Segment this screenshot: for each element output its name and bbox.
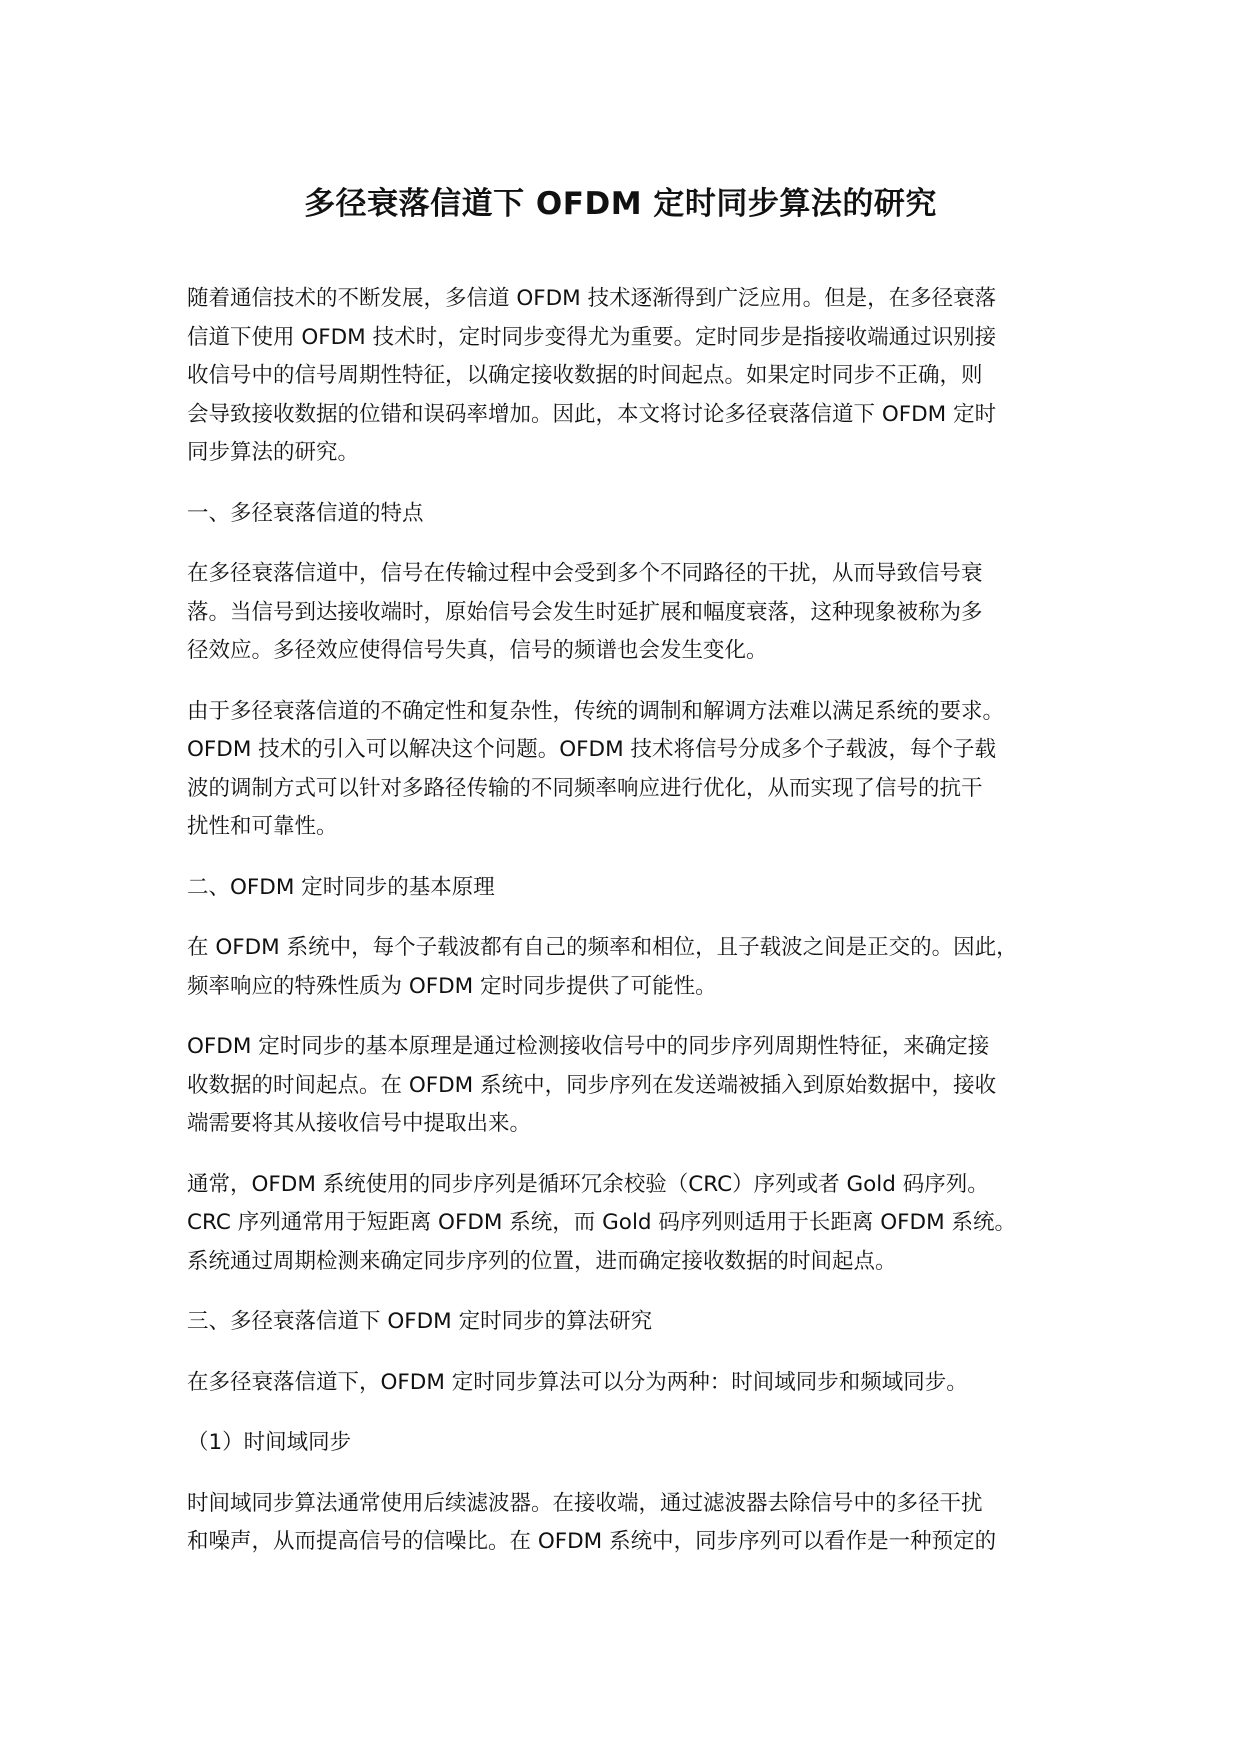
text-line: 波的调制方式可以针对多路径传输的不同频率响应进行优化，从而实现了信号的抗干 bbox=[187, 775, 983, 801]
text-line: 在多径衰落信道下，OFDM 定时同步算法可以分为两种：时间域同步和频域同步。 bbox=[187, 1369, 968, 1395]
paragraph-time-domain bbox=[187, 1485, 1067, 1562]
paragraph-principle-3 bbox=[187, 1166, 1067, 1282]
text-line: 同步算法的研究。 bbox=[187, 440, 360, 465]
section-heading-2: 二、OFDM 定时同步的基本原理 bbox=[187, 874, 495, 900]
text-line: 系统通过周期检测来确定同步序列的位置，进而确定接收数据的时间起点。 bbox=[187, 1248, 897, 1274]
text-line: 扰性和可靠性。 bbox=[187, 814, 338, 839]
text-line: OFDM 定时同步的基本原理是通过检测接收信号中的同步序列周期性特征，来确定接 bbox=[187, 1034, 990, 1059]
text-line: 随着通信技术的不断发展，多信道 OFDM 技术逐渐得到广泛应用。但是，在多径衰落 bbox=[187, 286, 997, 311]
paragraph-principle-2 bbox=[187, 1028, 1067, 1144]
paragraph-principle-1 bbox=[187, 929, 1067, 1006]
paragraph-algorithm-intro bbox=[187, 1364, 1067, 1403]
paragraph-multipath-1 bbox=[187, 555, 1067, 671]
text-line: 频率响应的特殊性质为 OFDM 定时同步提供了可能性。 bbox=[187, 973, 717, 999]
text-line: CRC 序列通常用于短距离 OFDM 系统，而 Gold 码序列则适用于长距离 OFDM 系统。 bbox=[187, 1210, 1016, 1235]
text-line: 收信号中的信号周期性特征，以确定接收数据的时间起点。如果定时同步不正确，则 bbox=[187, 363, 983, 388]
document-title: 多径衰落信道下 OFDM 定时同步算法的研究 bbox=[304, 186, 937, 222]
subsection-heading-time-domain: （1）时间域同步 bbox=[187, 1430, 352, 1455]
text-line: 时间域同步算法通常使用后续滤波器。在接收端，通过滤波器去除信号中的多径干扰 bbox=[187, 1490, 983, 1516]
text-line: 端需要将其从接收信号中提取出来。 bbox=[187, 1111, 532, 1136]
text-line: OFDM 技术的引入可以解决这个问题。OFDM 技术将信号分成多个子载波，每个子载 bbox=[187, 737, 996, 762]
text-line: 在多径衰落信道中，信号在传输过程中会受到多个不同路径的干扰，从而导致信号衰 bbox=[187, 561, 983, 586]
text-line: 由于多径衰落信道的不确定性和复杂性，传统的调制和解调方法难以满足系统的要求。 bbox=[187, 698, 1005, 724]
text-line: 通常，OFDM 系统使用的同步序列是循环冗余校验（CRC）序列或者 Gold 码序列。 bbox=[187, 1171, 989, 1197]
text-line: 在 OFDM 系统中，每个子载波都有自己的频率和相位，且子载波之间是正交的。因此， bbox=[187, 935, 1018, 960]
text-line: 收数据的时间起点。在 OFDM 系统中，同步序列在发送端被插入到原始数据中，接收 bbox=[187, 1072, 997, 1098]
text-line: 径效应。多径效应使得信号失真，信号的频谱也会发生变化。 bbox=[187, 638, 768, 663]
text-line: 会导致接收数据的位错和误码率增加。因此，本文将讨论多径衰落信道下 OFDM 定时 bbox=[187, 401, 997, 427]
document-body bbox=[187, 280, 1067, 1584]
text-line: 信道下使用 OFDM 技术时，定时同步变得尤为重要。定时同步是指接收端通过识别接 bbox=[187, 324, 997, 350]
section-heading-3: 三、多径衰落信道下 OFDM 定时同步的算法研究 bbox=[187, 1309, 653, 1334]
text-line: 落。当信号到达接收端时，原始信号会发生时延扩展和幅度衰落，这种现象被称为多 bbox=[187, 599, 983, 625]
text-line: 和噪声，从而提高信号的信噪比。在 OFDM 系统中，同步序列可以看作是一种预定的 bbox=[187, 1529, 997, 1554]
paragraph-multipath-2 bbox=[187, 693, 1067, 847]
section-heading-1: 一、多径衰落信道的特点 bbox=[187, 500, 424, 526]
paragraph-intro bbox=[187, 280, 1067, 473]
